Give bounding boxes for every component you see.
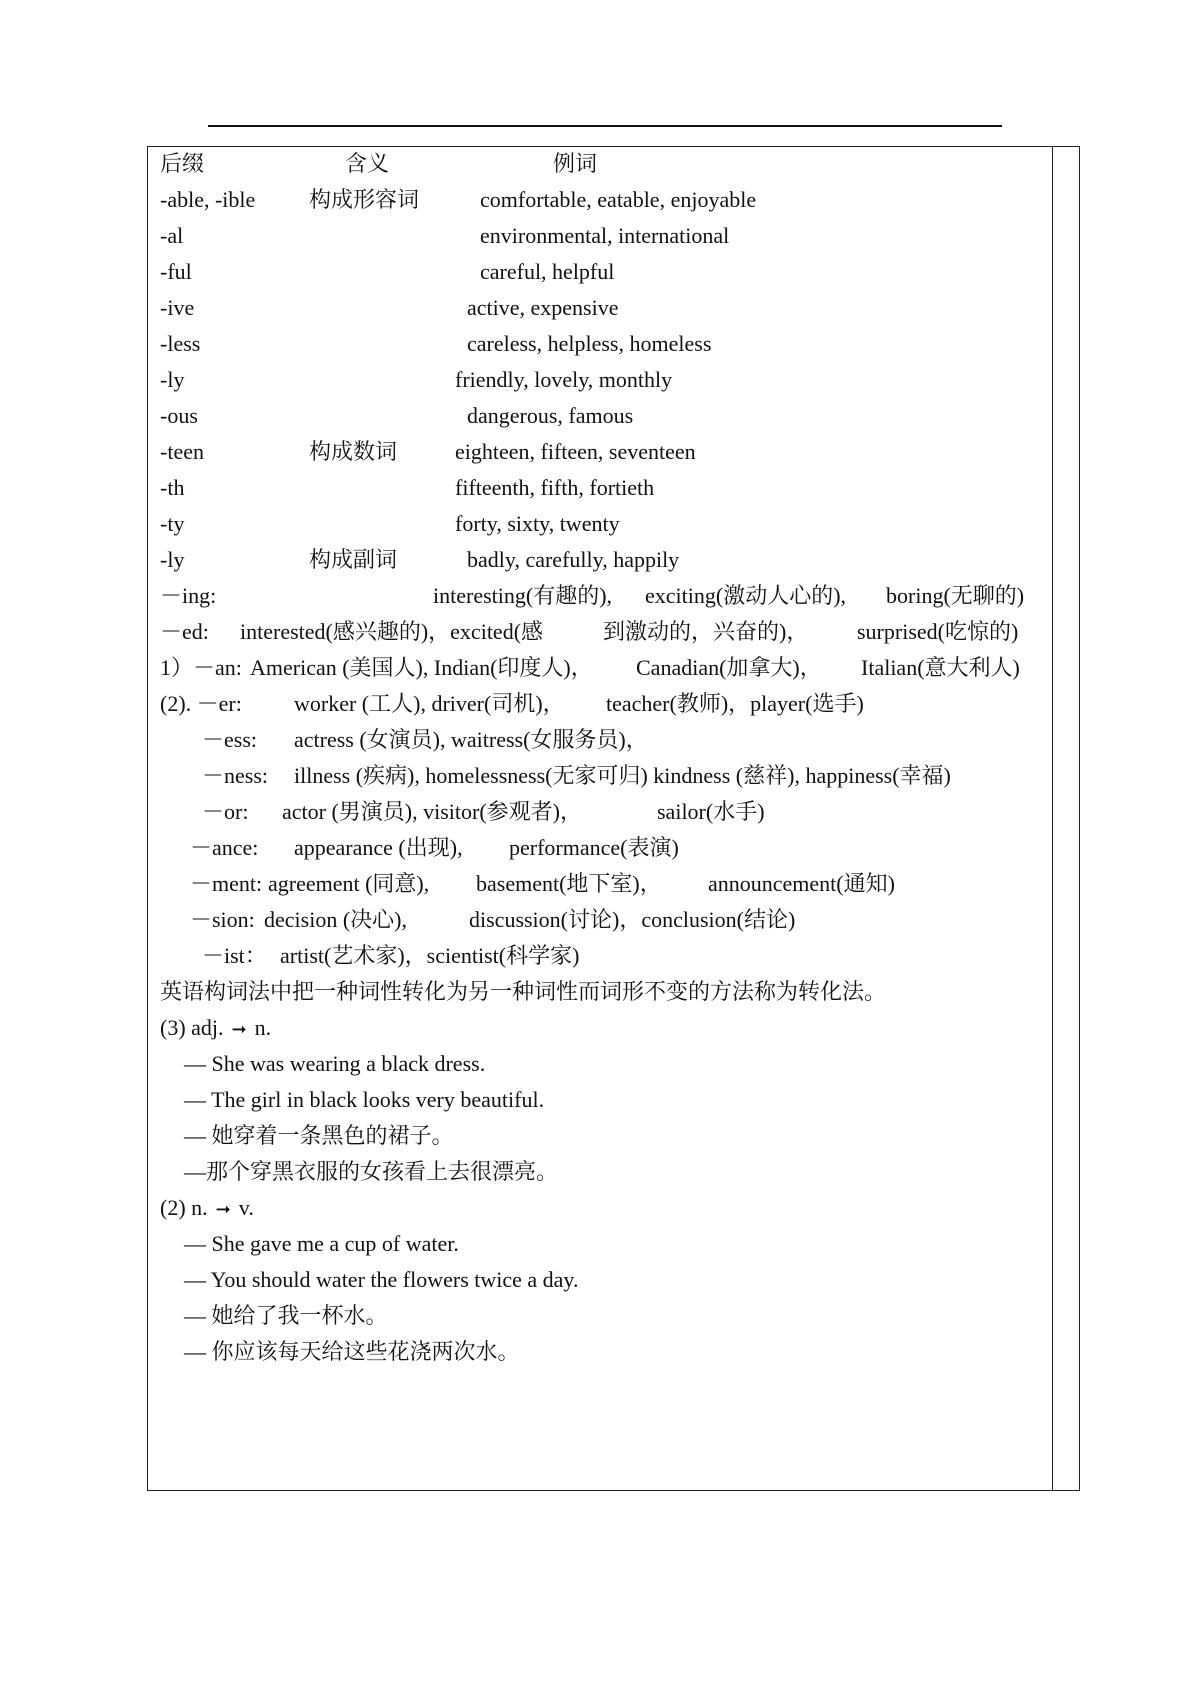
noun-suffix-item: decision (决心), [264, 907, 407, 932]
right-arrow-icon: ➞ [215, 1199, 231, 1220]
adj-suffix-item: exciting(激动人心的), [645, 583, 847, 608]
noun-suffix-item: teacher(教师)，player(选手) [606, 691, 864, 716]
adj-suffix-label: －ing: [160, 583, 217, 608]
suffix-cell: -less [160, 331, 201, 356]
example-cell: careless, helpless, homeless [467, 331, 712, 356]
suffix-cell: -ive [160, 295, 195, 320]
conversion-to: v. [238, 1195, 254, 1220]
suffix-cell: -ous [160, 403, 198, 428]
noun-suffix-label: －ness: [202, 763, 269, 788]
conversion-example: — You should water the flowers twice a day. [184, 1267, 579, 1292]
conversion-from: (2) n. [160, 1195, 208, 1220]
suffix-cell: -th [160, 475, 185, 500]
suffix-cell: -ly [160, 367, 185, 392]
noun-suffix-item: Canadian(加拿大)， [636, 655, 822, 680]
noun-suffix-item: appearance (出现), [294, 835, 463, 860]
conversion-intro: 英语构词法中把一种词性转化为另一种词性而词形不变的方法称为转化法。 [160, 979, 887, 1004]
conversion-example: — 她穿着一条黑色的裙子。 [184, 1123, 454, 1148]
noun-suffix-item: agreement (同意), [268, 871, 430, 896]
example-cell: fifteenth, fifth, fortieth [455, 475, 655, 500]
noun-suffix-item: artist(艺术家)，scientist(科学家) [280, 943, 580, 968]
noun-suffix-item: Italian(意大利人) [861, 655, 1020, 680]
suffix-cell: -able, -ible [160, 187, 256, 212]
suffix-cell: -ty [160, 511, 185, 536]
conversion-from: (3) adj. [160, 1015, 224, 1040]
noun-suffix-item: performance(表演) [509, 835, 679, 860]
noun-suffix-label: 1）－an: [160, 655, 242, 680]
noun-suffix-label: －ist： [202, 943, 267, 968]
suffix-cell: -ly [160, 547, 185, 572]
noun-suffix-item: discussion(讨论)，conclusion(结论) [469, 907, 796, 932]
conversion-heading-adj-n [160, 1014, 271, 1044]
noun-suffix-label: －or: [202, 799, 249, 824]
example-cell: badly, carefully, happily [467, 547, 680, 572]
example-cell: comfortable, eatable, enjoyable [480, 187, 757, 212]
header-example: 例词 [553, 151, 598, 176]
adj-suffix-item: 到激动的，兴奋的)， [603, 619, 809, 644]
example-cell: eighteen, fifteen, seventeen [455, 439, 696, 464]
page-header-rule [208, 125, 1002, 127]
noun-suffix-item: actor (男演员), visitor(参观者)， [282, 799, 582, 824]
example-cell: environmental, international [480, 223, 730, 248]
noun-suffix-item: basement(地下室)， [476, 871, 662, 896]
right-arrow-icon: ➞ [231, 1019, 247, 1040]
adj-suffix-item: boring(无聊的) [886, 583, 1025, 608]
noun-suffix-item: illness (疾病), homelessness(无家可归) kindness (慈祥), happiness(幸福) [294, 763, 951, 788]
meaning-cell: 构成形容词 [309, 187, 420, 212]
noun-suffix-label: －ess: [202, 727, 258, 752]
noun-suffix-label: －ance: [190, 835, 259, 860]
conversion-example: — 你应该每天给这些花浇两次水。 [184, 1339, 520, 1364]
example-cell: dangerous, famous [467, 403, 634, 428]
adj-suffix-item: surprised(吃惊的) [857, 619, 1019, 644]
example-cell: friendly, lovely, monthly [455, 367, 673, 392]
suffix-cell: -ful [160, 259, 192, 284]
adj-suffix-item: interested(感兴趣的)，excited(感 [240, 619, 544, 644]
conversion-example: — She gave me a cup of water. [184, 1231, 459, 1256]
noun-suffix-label: －ment: [190, 871, 263, 896]
suffix-cell: -al [160, 223, 184, 248]
adj-suffix-item: interesting(有趣的), [433, 583, 613, 608]
example-cell: active, expensive [467, 295, 619, 320]
noun-suffix-item: worker (工人), driver(司机)， [294, 691, 565, 716]
noun-suffix-item: American (美国人), Indian(印度人)， [250, 655, 593, 680]
adj-suffix-label: －ed: [160, 619, 209, 644]
noun-suffix-label: (2). －er: [160, 691, 242, 716]
conversion-example: —那个穿黑衣服的女孩看上去很漂亮。 [184, 1159, 559, 1184]
example-cell: careful, helpful [480, 259, 615, 284]
conversion-heading-n-v [160, 1194, 254, 1224]
noun-suffix-item: actress (女演员), waitress(女服务员)， [294, 727, 648, 752]
conversion-to: n. [254, 1015, 272, 1040]
meaning-cell: 构成副词 [309, 547, 398, 572]
conversion-example: — She was wearing a black dress. [184, 1051, 486, 1076]
example-cell: forty, sixty, twenty [455, 511, 620, 536]
header-suffix: 后缀 [160, 151, 205, 176]
meaning-cell: 构成数词 [309, 439, 398, 464]
table-right-column-divider [1052, 146, 1053, 1491]
conversion-example: — The girl in black looks very beautiful. [184, 1087, 545, 1112]
noun-suffix-label: －sion: [190, 907, 255, 932]
header-meaning: 含义 [345, 151, 390, 176]
conversion-example: — 她给了我一杯水。 [184, 1303, 388, 1328]
noun-suffix-item: sailor(水手) [657, 799, 765, 824]
noun-suffix-item: announcement(通知) [708, 871, 895, 896]
suffix-cell: -teen [160, 439, 204, 464]
